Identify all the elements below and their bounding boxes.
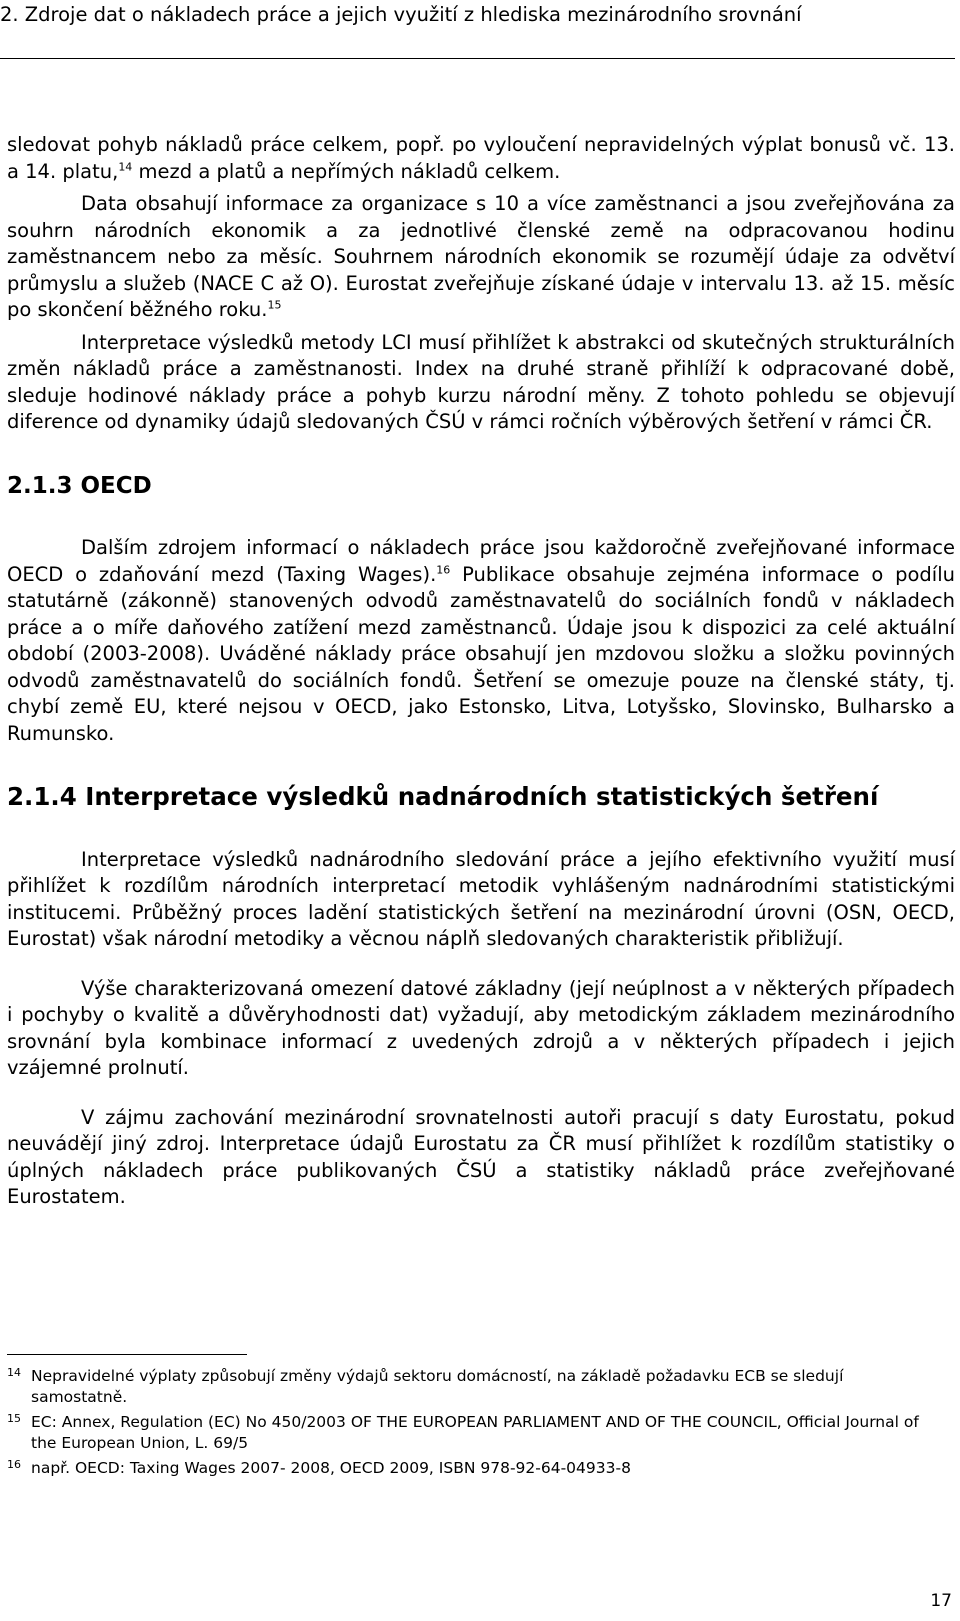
paragraph: Výše charakterizovaná omezení datové základny (její neúplnost a v některých případech i pochyby o kvalitě a důvěryhodnosti dat) vyžadují, aby metodickým základem mezinárodního srovnání byla kombinace informací z uvedených zdrojů a v některých případech i jejich vzájemné prolnutí. <box>7 976 955 1079</box>
header-divider <box>0 58 955 59</box>
page-number: 17 <box>930 1591 952 1611</box>
main-content <box>7 132 955 1211</box>
footnote-ref[interactable]: 15 <box>267 298 282 312</box>
footnote-ref[interactable]: 14 <box>118 160 133 173</box>
section-heading-oecd: 2.1.3 OECD <box>7 472 152 499</box>
footnote-divider <box>7 1354 247 1355</box>
footnotes <box>7 1366 933 1483</box>
running-header-title: 2. Zdroje dat o nákladech práce a jejich využití z hlediska mezinárodního srovnání <box>0 3 802 26</box>
footnote-ref[interactable]: 16 <box>436 563 451 576</box>
paragraph: V zájmu zachování mezinárodní srovnatelnosti autoři pracují s daty Eurostatu, pokud neuvádějí jiný zdroj. Interpretace údajů Eurostatu za ČR musí přihlížet k rozdílům statistiky o úplných nákladech práce publikovaných ČSÚ a statistiky nákladů práce zveřejňované Eurostatem. <box>7 1105 955 1208</box>
running-header <box>0 0 955 28</box>
paragraph: sledovat pohyb nákladů práce celkem, popř. po vyloučení nepravidelných výplat bonusů vč. 13. a 14. platu,$^{14}$ mezd a platů a nepřímých nákladů celkem. <box>7 133 955 183</box>
footnote <box>7 1458 933 1479</box>
footnote-number: 15 <box>7 1412 21 1425</box>
paragraph: Data obsahují informace za organizace s 10 a více zaměstnanci a jsou zveřejňována za souhrn národních ekonomik a za jednotlivé členské země na odpracovanou hodinu zaměstnancem nebo za měsíc. Souhrnem národních ekonomik se rozumějí údaje za odvětví průmyslu a služeb (NACE C až O). Eurostat zveřejňuje získané údaje v intervalu 13. až 15. měsíc po skončení běžného roku.$^{15}$ <box>7 192 955 321</box>
footnote-number: 14 <box>7 1366 21 1379</box>
footnote-text: Nepravidelné výplaty způsobují změny výdajů sektoru domácností, na základě požadavku ECB se sledují samostatně. <box>31 1367 844 1406</box>
footnote-text: EC: Annex, Regulation (EC) No 450/2003 OF THE EUROPEAN PARLIAMENT AND OF THE COUNCIL, Official Journal of the European Union, L. 69/5 <box>31 1413 919 1452</box>
paragraph: Interpretace výsledků nadnárodního sledování práce a jejího efektivního využití musí přihlížet k rozdílům národních interpretací metodik vyhlášeným nadnárodními statistickými institucemi. Průběžný proces ladění statistických šetření na mezinárodní úrovni (OSN, OECD, Eurostat) však národní metodiky a věcnou náplň sledovaných charakteristik přibližují. <box>7 847 955 950</box>
footnote-number: 16 <box>7 1458 21 1471</box>
paragraph: Interpretace výsledků metody LCI musí přihlížet k abstrakci od skutečných strukturálních změn nákladů práce a zaměstnanosti. Index na druhé straně přihlíží k odpracované době, sleduje hodinové náklady práce a pohyb kurzu národní měny. Z tohoto pohledu se objevují diference od dynamiky údajů sledovaných ČSÚ v rámci ročních výběrových šetření v rámci ČR. <box>7 330 955 433</box>
section-heading-interpretace: 2.1.4 Interpretace výsledků nadnárodních statistických šetření <box>7 782 879 811</box>
footnote <box>7 1412 933 1454</box>
footnote <box>7 1366 933 1408</box>
footnote-text: např. OECD: Taxing Wages 2007- 2008, OECD 2009, ISBN 978-92-64-04933-8 <box>31 1459 631 1477</box>
paragraph: Dalším zdrojem informací o nákladech práce jsou každoročně zveřejňované informace OECD o zdaňování mezd (Taxing Wages).$^{16}$ Publikace obsahuje zejména informace o podílu statutárně (zákonně) stanovených odvodů zaměstnavatelů do sociálních fondů v nákladech práce a o míře daňového zatížení mezd zaměstnanců. Údaje jsou k dispozici za celé aktuální období (2003-2008). Uváděné náklady práce obsahují jen mzdovou složku a složku povinných odvodů zaměstnavatelů do sociálních fondů. Šetření se omezuje pouze na členské státy, tj. chybí země EU, které nejsou v OECD, jako Estonsko, Litva, Lotyšsko, Slovinsko, Bulharsko a Rumunsko. <box>7 536 955 745</box>
